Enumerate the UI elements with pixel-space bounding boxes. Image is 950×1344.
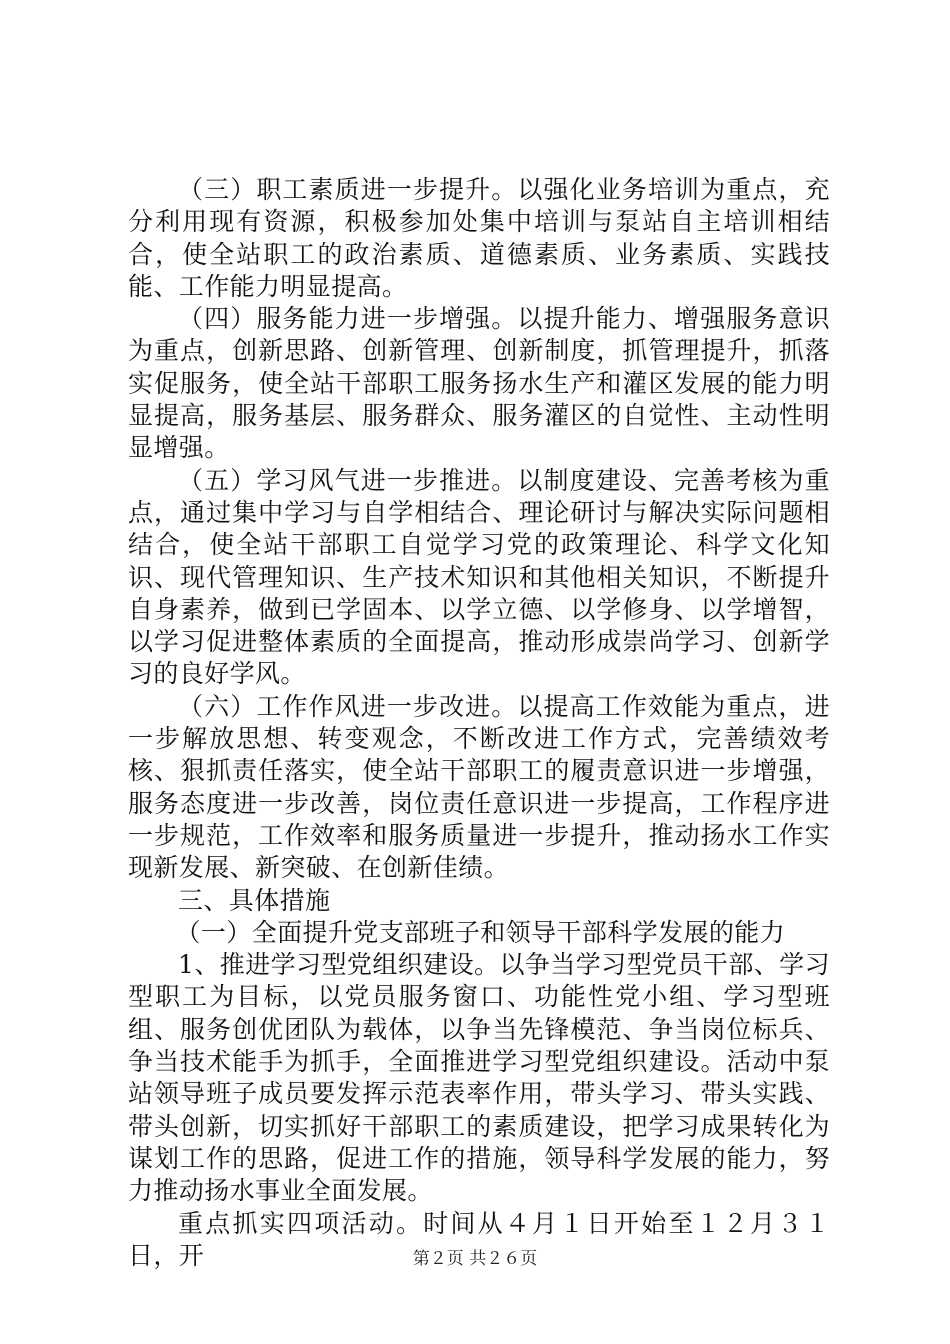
paragraph-service-capacity: （四）服务能力进一步增强。以提升能力、增强服务意识为重点，创新思路、创新管理、创新制度，抓管理提升，抓落实促服务，使全站干部职工服务扬水生产和灌区发展的能力明显提高，服务基层、服务群众、服务灌区的自觉性、主动性明显增强。 [128, 304, 830, 463]
paragraph-learning-atmosphere: （五）学习风气进一步推进。以制度建设、完善考核为重点，通过集中学习与自学相结合、理论研讨与解决实际问题相结合，使全站干部职工自觉学习党的政策理论、科学文化知识、现代管理知识、生产技术知识和其他相关知识，不断提升自身素养，做到已学固本、以学立德、以学修身、以学增智，以学习促进整体素质的全面提高，推动形成崇尚学习、创新学习的良好学风。 [128, 465, 830, 689]
paragraph-learning-organization: 1、推进学习型党组织建设。以争当学习型党员干部、学习型职工为目标，以党员服务窗口、功能性党小组、学习型班组、服务创优团队为载体，以争当先锋模范、争当岗位标兵、争当技术能手为抓手，全面推进学习型党组织建设。活动中泵站领导班子成员要发挥示范表率作用，带头学习、带头实践、带头创新，切实抓好干部职工的素质建设，把学习成果转化为谋划工作的思路，促进工作的措施，领导科学发展的能力，努力推动扬水事业全面发展。 [128, 950, 830, 1206]
page-number-footer: 第２页 共２６页 [412, 1249, 538, 1269]
paragraph-four-activities: 重点抓实四项活动。时间从４月１日开始至１２月３１日，开 [128, 1208, 830, 1270]
paragraph-staff-quality: （三）职工素质进一步提升。以强化业务培训为重点，充分利用现有资源，积极参加处集中培训与泵站自主培训相结合，使全站职工的政治素质、道德素质、业务素质、实践技能、工作能力明显提高。 [128, 175, 830, 301]
section-heading-measures: 三、具体措施 [178, 885, 331, 915]
paragraph-work-style: （六）工作作风进一步改进。以提高工作效能为重点，进一步解放思想、转变观念，不断改进工作方式，完善绩效考核、狠抓责任落实，使全站干部职工的履责意识进一步增强，服务态度进一步改善，岗位责任意识进一步提高，工作程序进一步规范，工作效率和服务质量进一步提升，推动扬水工作实现新发展、新突破、在创新佳绩。 [128, 691, 830, 883]
subsection-heading-leadership: （一）全面提升党支部班子和领导干部科学发展的能力 [175, 917, 786, 947]
document-body [128, 174, 830, 1272]
